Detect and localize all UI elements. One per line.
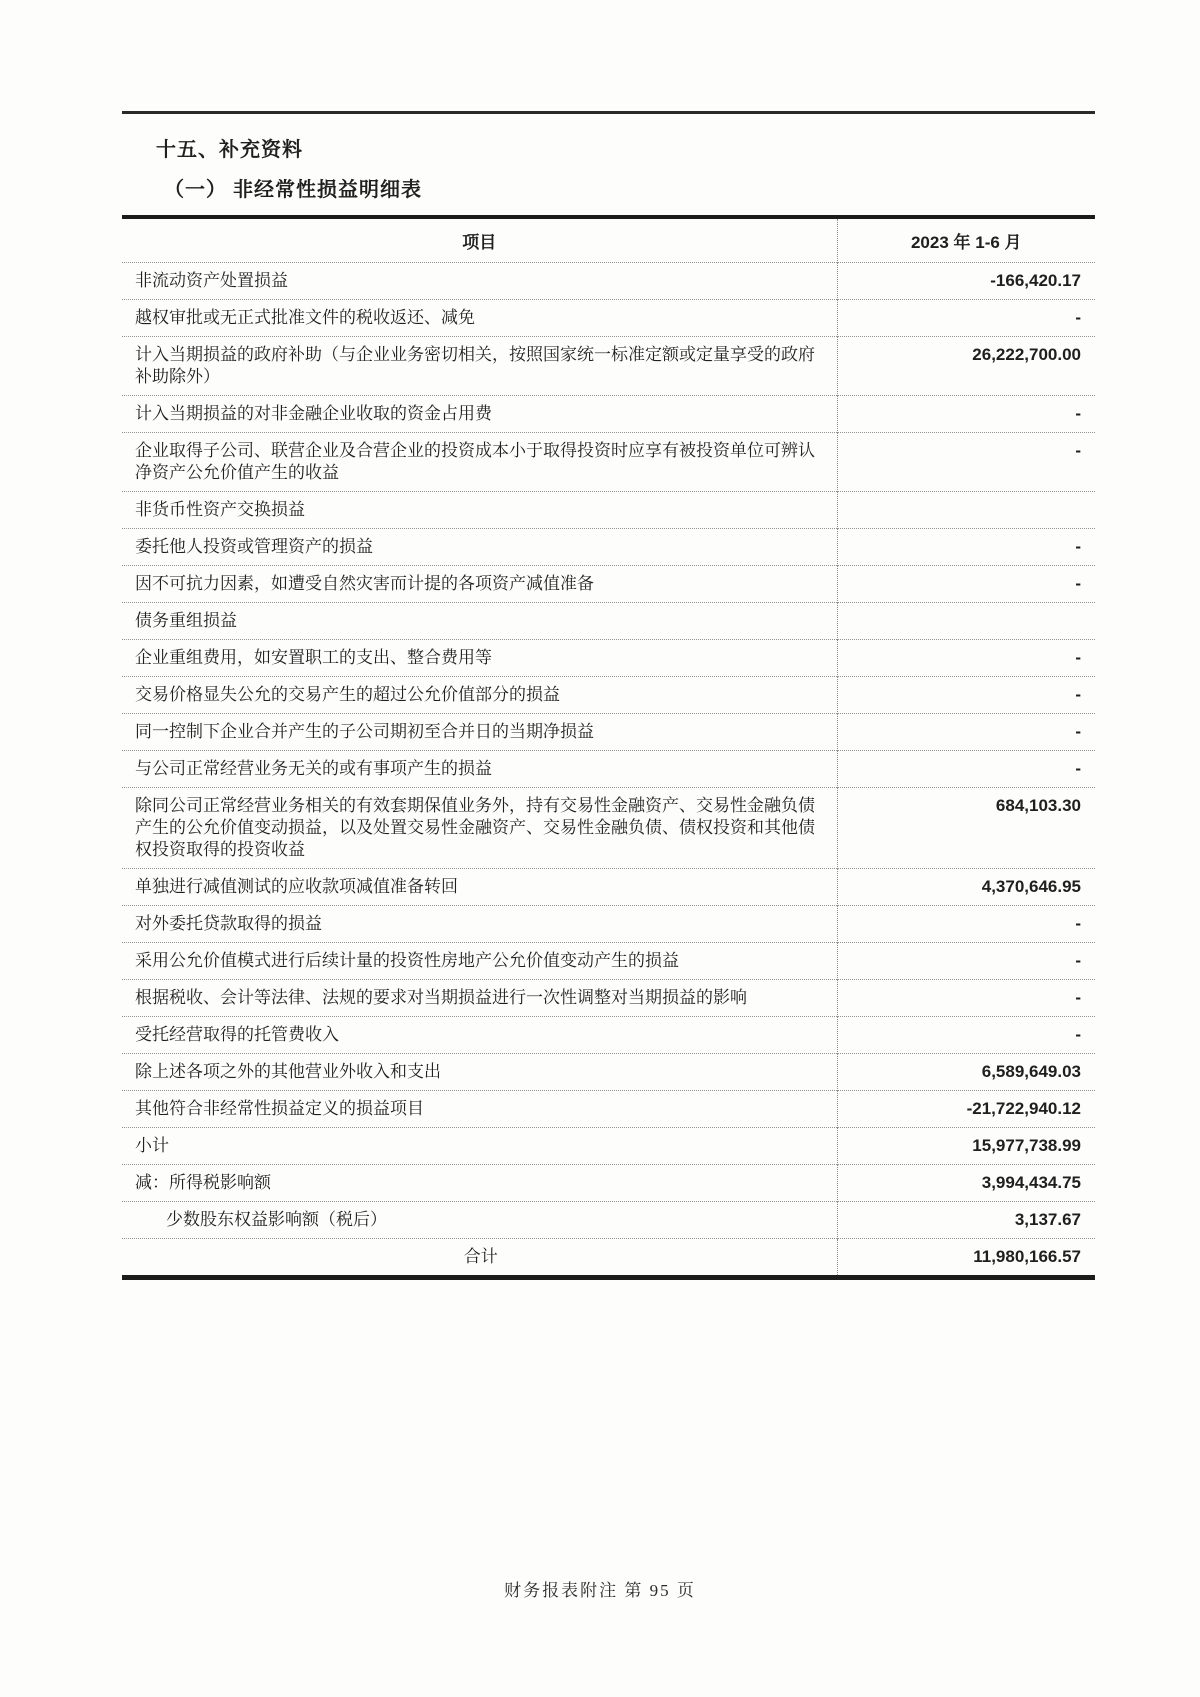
table-row bbox=[122, 943, 1095, 980]
row-value: - bbox=[837, 529, 1095, 566]
row-label: 越权审批或无正式批准文件的税收返还、减免 bbox=[122, 300, 837, 337]
row-value: 26,222,700.00 bbox=[837, 337, 1095, 396]
row-value: - bbox=[837, 433, 1095, 492]
row-value: 15,977,738.99 bbox=[837, 1128, 1095, 1165]
table-row bbox=[122, 1202, 1095, 1239]
row-value: - bbox=[837, 566, 1095, 603]
row-value: - bbox=[837, 396, 1095, 433]
table-row bbox=[122, 980, 1095, 1017]
table-row bbox=[122, 433, 1095, 492]
row-label: 同一控制下企业合并产生的子公司期初至合并日的当期净损益 bbox=[122, 714, 837, 751]
table-row bbox=[122, 1239, 1095, 1278]
row-label: 合计 bbox=[122, 1239, 837, 1278]
row-value: 684,103.30 bbox=[837, 788, 1095, 869]
non-recurring-items-table bbox=[122, 215, 1095, 1280]
column-header-item: 项目 bbox=[462, 233, 497, 252]
table-row bbox=[122, 300, 1095, 337]
row-value: - bbox=[837, 300, 1095, 337]
row-value: - bbox=[837, 640, 1095, 677]
row-label: 单独进行减值测试的应收款项减值准备转回 bbox=[122, 869, 837, 906]
table-header-row bbox=[122, 217, 1095, 263]
table-row bbox=[122, 529, 1095, 566]
row-label: 非货币性资产交换损益 bbox=[122, 492, 837, 529]
row-label: 除同公司正常经营业务相关的有效套期保值业务外，持有交易性金融资产、交易性金融负债产生的公允价值变动损益，以及处置交易性金融资产、交易性金融负债、债权投资和其他债权投资取得的投资收益 bbox=[122, 788, 837, 869]
row-value: 6,589,649.03 bbox=[837, 1054, 1095, 1091]
row-value: - bbox=[837, 980, 1095, 1017]
row-label: 对外委托贷款取得的损益 bbox=[122, 906, 837, 943]
row-label: 受托经营取得的托管费收入 bbox=[122, 1017, 837, 1054]
column-header-period: 2023 年 1-6 月 bbox=[837, 217, 1095, 263]
row-value: -166,420.17 bbox=[837, 263, 1095, 300]
table-row bbox=[122, 263, 1095, 300]
row-label: 采用公允价值模式进行后续计量的投资性房地产公允价值变动产生的损益 bbox=[122, 943, 837, 980]
table-row bbox=[122, 1165, 1095, 1202]
table-row bbox=[122, 788, 1095, 869]
table-row bbox=[122, 640, 1095, 677]
table-row bbox=[122, 337, 1095, 396]
row-value bbox=[837, 492, 1095, 529]
row-label: 其他符合非经常性损益定义的损益项目 bbox=[122, 1091, 837, 1128]
table-row bbox=[122, 906, 1095, 943]
row-label: 计入当期损益的政府补助（与企业业务密切相关，按照国家统一标准定额或定量享受的政府补助除外） bbox=[122, 337, 837, 396]
row-value: - bbox=[837, 714, 1095, 751]
row-label: 除上述各项之外的其他营业外收入和支出 bbox=[122, 1054, 837, 1091]
page-top-rule bbox=[122, 111, 1095, 114]
table-row bbox=[122, 396, 1095, 433]
page-footer: 财务报表附注 第 95 页 bbox=[504, 1581, 696, 1600]
table-row bbox=[122, 1091, 1095, 1128]
row-label: 因不可抗力因素，如遭受自然灾害而计提的各项资产减值准备 bbox=[122, 566, 837, 603]
row-value: 3,137.67 bbox=[837, 1202, 1095, 1239]
row-label: 交易价格显失公允的交易产生的超过公允价值部分的损益 bbox=[122, 677, 837, 714]
table-row bbox=[122, 869, 1095, 906]
row-value: - bbox=[837, 906, 1095, 943]
row-value: -21,722,940.12 bbox=[837, 1091, 1095, 1128]
row-value: - bbox=[837, 943, 1095, 980]
row-label: 企业重组费用，如安置职工的支出、整合费用等 bbox=[122, 640, 837, 677]
row-value: 11,980,166.57 bbox=[837, 1239, 1095, 1278]
table-row bbox=[122, 714, 1095, 751]
row-value: - bbox=[837, 751, 1095, 788]
subsection-title: （一） 非经常性损益明细表 bbox=[164, 179, 422, 201]
row-value: - bbox=[837, 677, 1095, 714]
table-row bbox=[122, 492, 1095, 529]
section-title: 十五、补充资料 bbox=[156, 139, 303, 161]
row-value: 3,994,434.75 bbox=[837, 1165, 1095, 1202]
row-label: 减：所得税影响额 bbox=[122, 1165, 837, 1202]
row-label: 债务重组损益 bbox=[122, 603, 837, 640]
table-row bbox=[122, 566, 1095, 603]
table-row bbox=[122, 751, 1095, 788]
table-row bbox=[122, 1128, 1095, 1165]
row-label: 委托他人投资或管理资产的损益 bbox=[122, 529, 837, 566]
table-row bbox=[122, 677, 1095, 714]
row-label: 根据税收、会计等法律、法规的要求对当期损益进行一次性调整对当期损益的影响 bbox=[122, 980, 837, 1017]
row-label: 少数股东权益影响额（税后） bbox=[122, 1202, 837, 1239]
row-label: 企业取得子公司、联营企业及合营企业的投资成本小于取得投资时应享有被投资单位可辨认净资产公允价值产生的收益 bbox=[122, 433, 837, 492]
row-value bbox=[837, 603, 1095, 640]
row-value: 4,370,646.95 bbox=[837, 869, 1095, 906]
row-label: 与公司正常经营业务无关的或有事项产生的损益 bbox=[122, 751, 837, 788]
row-value: - bbox=[837, 1017, 1095, 1054]
row-label: 非流动资产处置损益 bbox=[122, 263, 837, 300]
row-label: 小计 bbox=[122, 1128, 837, 1165]
table-row bbox=[122, 1017, 1095, 1054]
table-row bbox=[122, 1054, 1095, 1091]
row-label: 计入当期损益的对非金融企业收取的资金占用费 bbox=[122, 396, 837, 433]
table-row bbox=[122, 603, 1095, 640]
